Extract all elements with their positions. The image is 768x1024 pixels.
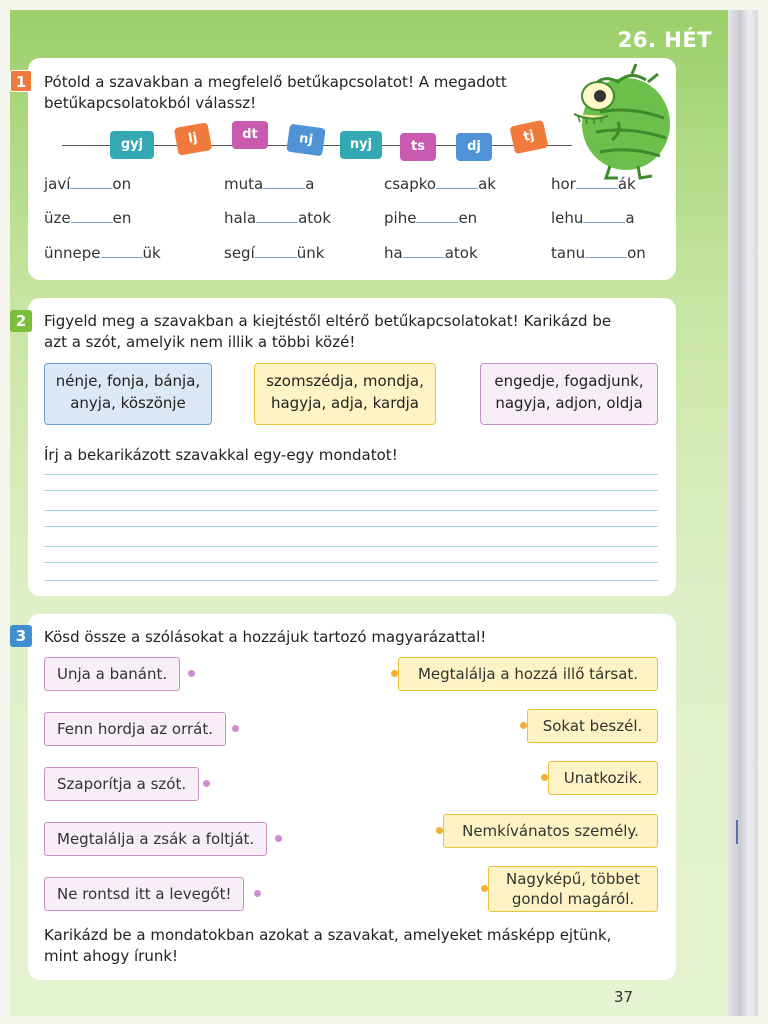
word-prefix: ha [384,244,403,262]
meaning-4: Nemkívánatos személy. [443,814,658,848]
meaning-1-dot [391,670,398,677]
idiom-1-dot [188,670,195,677]
week-title: 26. HÉT [617,28,712,52]
word-prefix: tanu [551,244,586,262]
idiom-3: Szaporítja a szót. [44,767,199,801]
page-marker [736,820,738,844]
blank-input[interactable] [416,208,458,223]
page-edge [728,10,758,1016]
word-group-box-1 [44,363,212,425]
word-suffix: en [112,209,132,227]
word-item [384,174,496,193]
writing-line[interactable] [44,526,658,527]
word-item [224,208,331,227]
word-suffix: a [305,175,315,193]
word-suffix: ünk [296,244,325,262]
word-suffix: atok [298,209,331,227]
meaning-1: Megtalálja a hozzá illő társat. [398,657,658,691]
word-group-1-line2: anyja, köszönje [70,394,186,412]
idiom-4-dot [275,835,282,842]
word-item [384,243,478,262]
tag-nj: nj [286,124,326,157]
word-group-3-line1: engedje, fogadjunk, [494,372,644,390]
blank-input[interactable] [71,208,113,223]
word-suffix: ük [142,244,161,262]
word-prefix: hor [551,175,576,193]
writing-line[interactable] [44,546,658,547]
tag-tj: tj [509,120,548,154]
blank-input[interactable] [101,243,143,258]
task2-instruction-1: Figyeld meg a szavakban a kiejtéstől eltérő betűkapcsolatokat! Karikázd be [44,312,612,330]
word-prefix: lehu [551,209,584,227]
idiom-2-dot [232,725,239,732]
meaning-5 [488,866,658,912]
word-item [44,243,161,262]
blank-input[interactable] [585,243,627,258]
tag-ts: ts [400,133,436,161]
page-number: 37 [614,988,634,1006]
blank-input[interactable] [583,208,625,223]
word-suffix: on [112,175,132,193]
task3-number: 3 [10,625,32,647]
task1-instruction-2: betűkapcsolatokból válassz! [44,94,257,112]
task1-number: 1 [10,70,32,92]
writing-line[interactable] [44,474,658,475]
blank-input[interactable] [263,174,305,189]
blank-input[interactable] [256,208,298,223]
meaning-3: Unatkozik. [548,761,658,795]
tag-dt: dt [232,121,268,149]
tag-nyj: nyj [340,131,382,159]
word-group-box-3 [480,363,658,425]
task3-instruction: Kösd össze a szólásokat a hozzájuk tartozó magyarázattal! [44,628,487,646]
idiom-5: Ne rontsd itt a levegőt! [44,877,244,911]
word-suffix: atok [444,244,478,262]
idiom-4: Megtalálja a zsák a foltját. [44,822,267,856]
tag-lj: lj [174,122,212,155]
word-prefix: javí [44,175,71,193]
task2-number: 2 [10,310,32,332]
meaning-3-dot [541,774,548,781]
word-prefix: hala [224,209,257,227]
idiom-1: Unja a banánt. [44,657,180,691]
word-group-1-line1: nénje, fonja, bánja, [55,372,201,390]
word-suffix: ak [478,175,496,193]
word-prefix: üze [44,209,71,227]
idiom-5-dot [254,890,261,897]
writing-line[interactable] [44,510,658,511]
word-item [384,208,477,227]
word-suffix: on [627,244,646,262]
blank-input[interactable] [436,174,478,189]
word-item [224,174,314,193]
meaning-2-dot [520,722,527,729]
task3-footer-2: mint ahogy írunk! [44,947,179,965]
idiom-2: Fenn hordja az orrát. [44,712,226,746]
word-item [551,208,635,227]
writing-line[interactable] [44,562,658,563]
tag-dj: dj [456,133,492,161]
word-group-box-2 [254,363,436,425]
word-group-2-line2: hagyja, adja, kardja [270,394,419,412]
word-item [44,174,131,193]
word-suffix: a [625,209,635,227]
word-suffix: en [458,209,478,227]
task1-instruction-1: Pótold a szavakban a megfelelő betűkapcsolatot! A megadott [44,73,507,91]
word-item [551,243,646,262]
task3-footer-1: Karikázd be a mondatokban azokat a szavakat, amelyeket másképp ejtünk, [44,926,612,944]
tag-gyj: gyj [110,131,154,159]
meaning-4-dot [436,827,443,834]
task2-write-instruction: Írj a bekarikázott szavakkal egy-egy mondatot! [44,446,398,464]
writing-line[interactable] [44,580,658,581]
meaning-5-dot [481,885,488,892]
word-suffix: ák [617,175,636,193]
word-group-3-line2: nagyja, adjon, oldja [495,394,643,412]
blank-input[interactable] [70,174,112,189]
meaning-5-line1: Nagyképű, többet [506,870,640,888]
blank-input[interactable] [403,243,445,258]
idiom-3-dot [203,780,210,787]
word-prefix: segí [224,244,255,262]
word-item [44,208,131,227]
monster-illustration [560,62,680,180]
word-prefix: pihe [384,209,417,227]
meaning-2: Sokat beszél. [527,709,658,743]
blank-input[interactable] [255,243,297,258]
writing-line[interactable] [44,490,658,491]
word-item [224,243,324,262]
word-prefix: csapko [384,175,437,193]
meaning-5-line2: gondol magáról. [511,890,635,908]
word-prefix: ünnepe [44,244,101,262]
word-prefix: muta [224,175,264,193]
word-group-2-line1: szomszédja, mondja, [266,372,424,390]
task2-instruction-2: azt a szót, amelyik nem illik a többi közé! [44,333,356,351]
